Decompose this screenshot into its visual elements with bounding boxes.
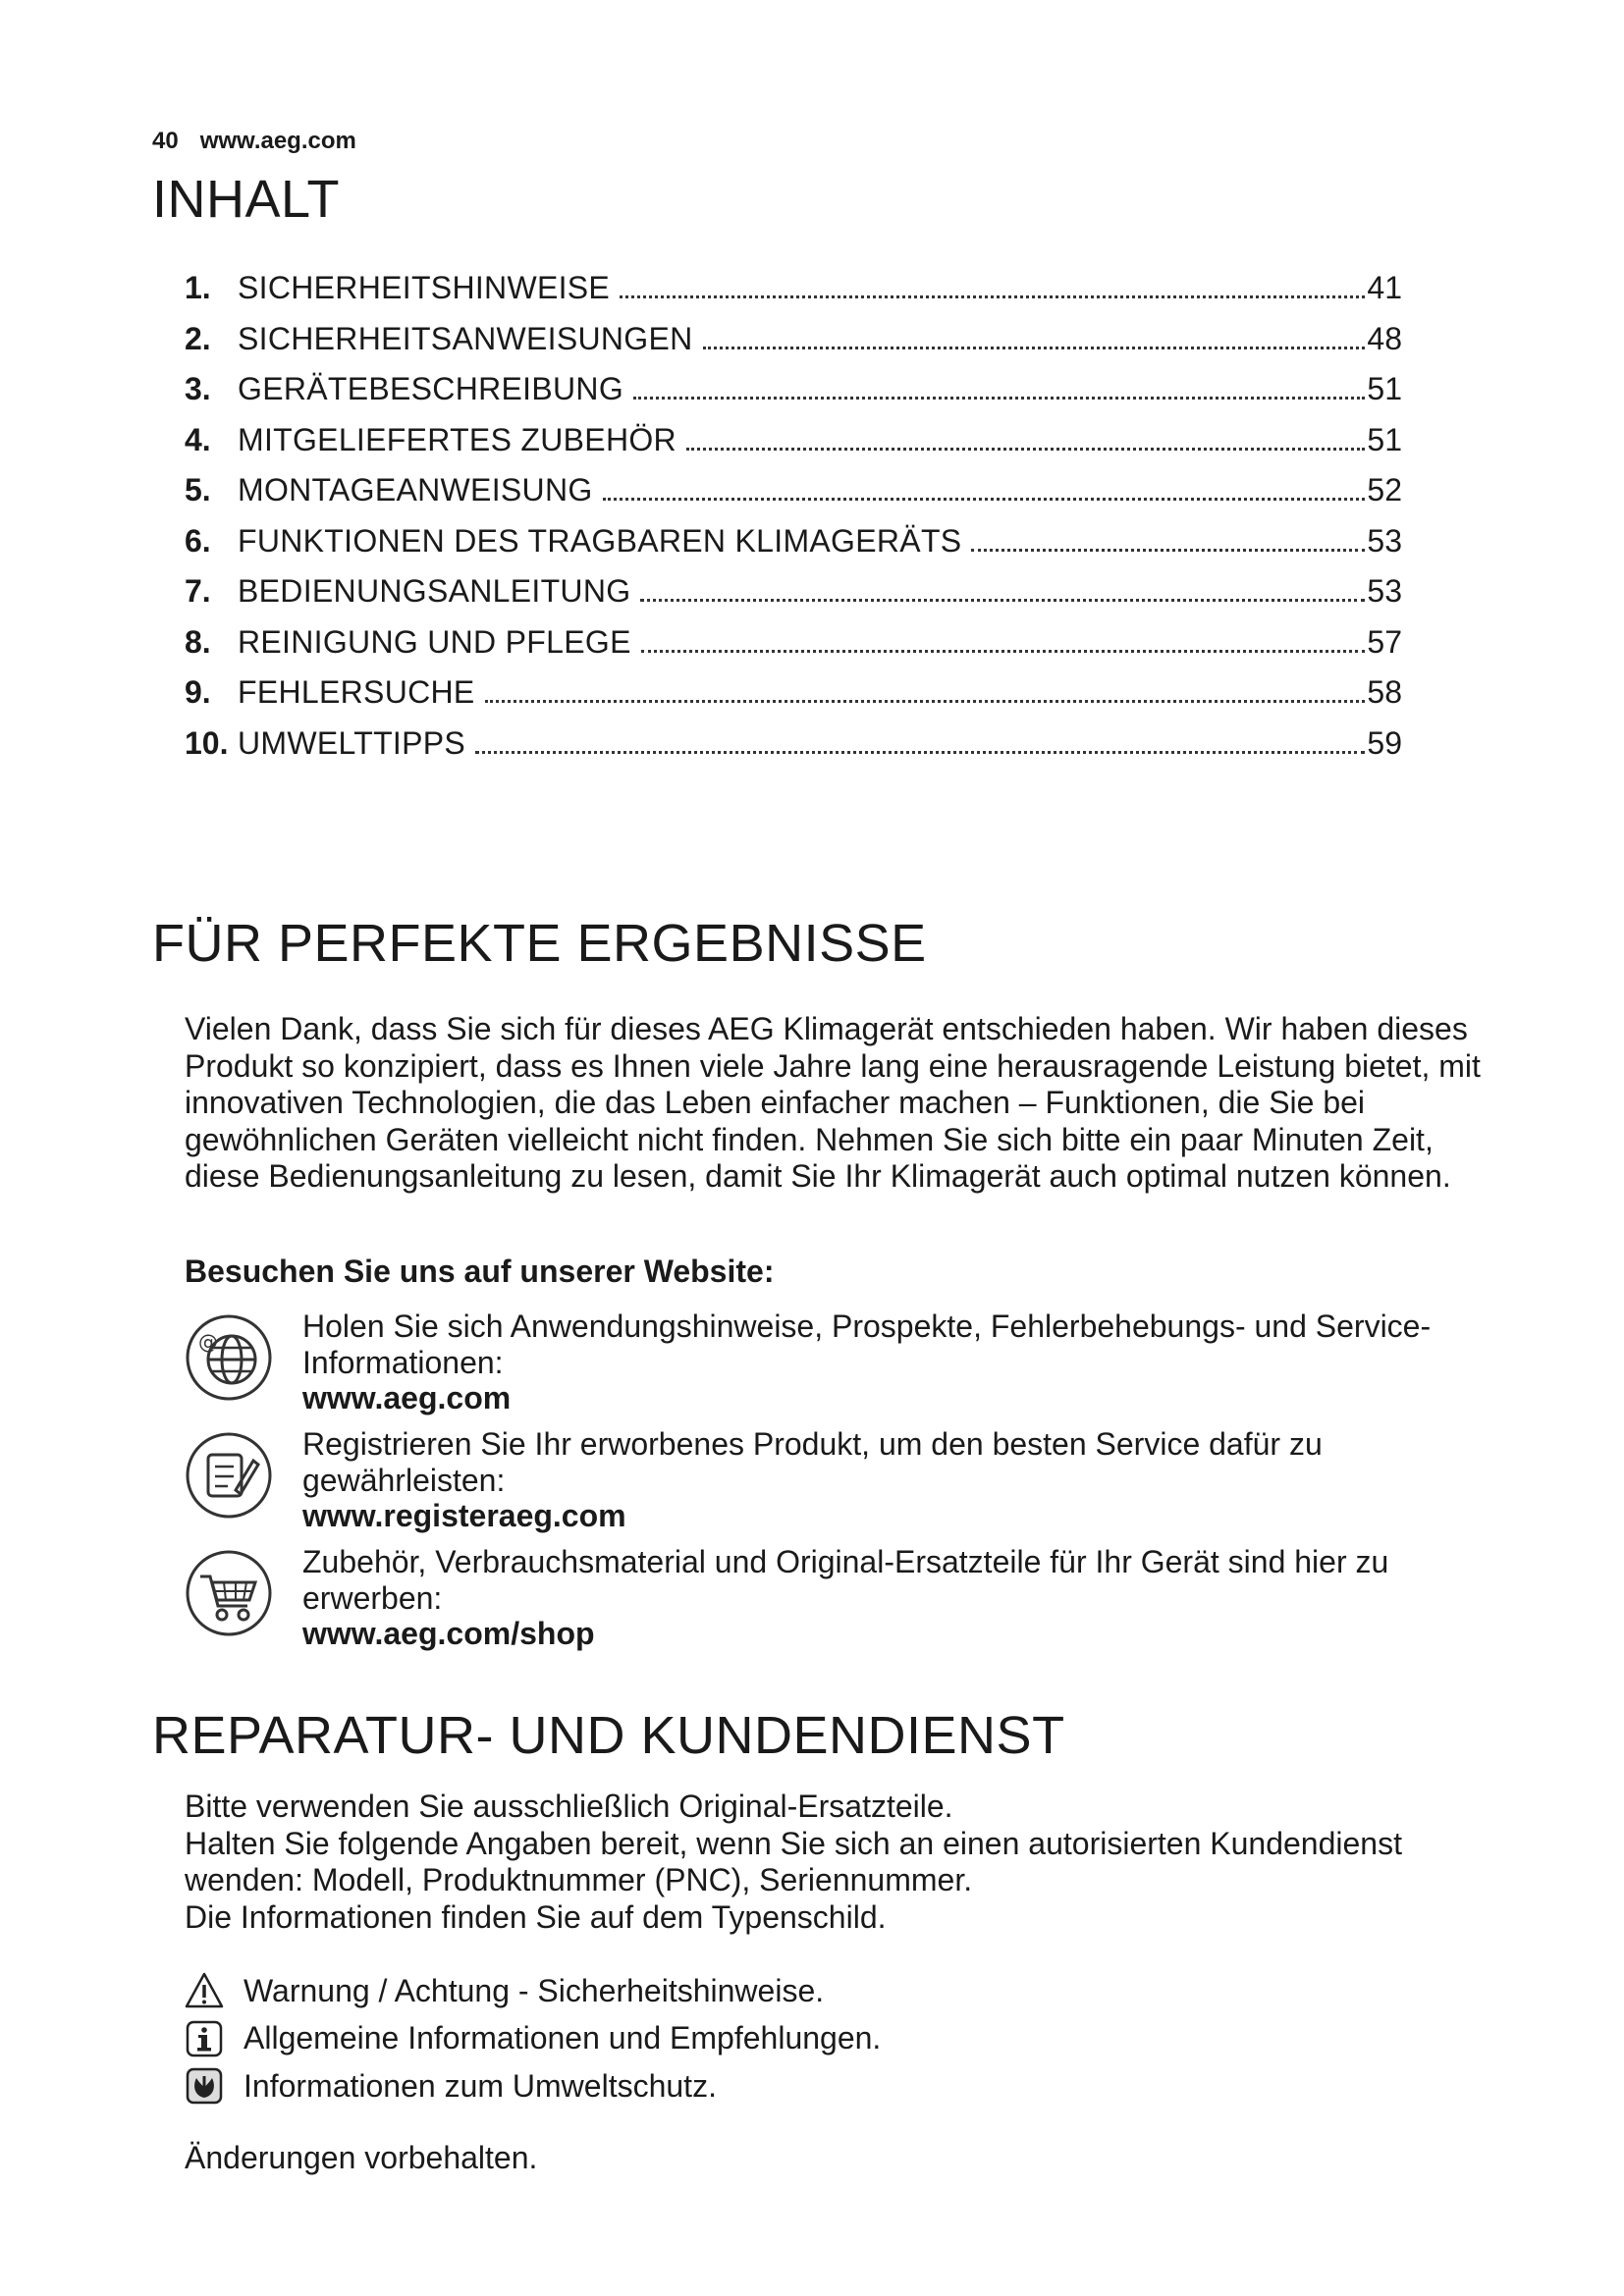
service-title: REPARATUR- UND KUNDENDIENST <box>152 1706 1065 1765</box>
toc-page: 53 <box>1367 522 1402 559</box>
toc-leader <box>703 347 1366 349</box>
website-description: Registrieren Sie Ihr erworbenes Produkt, um den besten Service dafür zu gewährleisten: <box>302 1426 1323 1498</box>
toc-number: 5. <box>185 472 211 507</box>
legend-row-warning <box>185 1967 881 2015</box>
environment-icon <box>185 2066 224 2106</box>
toc-label: BEDIENUNGSANLEITUNG <box>238 573 631 609</box>
toc-number: 3. <box>185 371 211 406</box>
legend-row-info <box>185 2015 881 2063</box>
toc-number: 4. <box>185 421 211 457</box>
toc-label: MITGELIEFERTES ZUBEHÖR <box>238 421 677 457</box>
shopping-cart-icon <box>185 1549 273 1637</box>
website-link[interactable]: www.aeg.com/shop <box>302 1616 595 1651</box>
info-icon <box>185 2019 224 2058</box>
service-line: Halten Sie folgende Angaben bereit, wenn Sie sich an einen autorisierten Kundendienst wenden: Modell, Produktnummer (PNC), Seriennummer. <box>185 1825 1402 1897</box>
legend-text: Warnung / Achtung - Sicherheitshinweise. <box>244 1972 825 2008</box>
service-text <box>185 1789 1490 1936</box>
toc-label: REINIGUNG UND PFLEGE <box>238 623 631 660</box>
toc-row-8[interactable] <box>185 624 1402 675</box>
toc-leader <box>633 397 1365 400</box>
toc-row-6[interactable] <box>185 523 1402 574</box>
website-description: Holen Sie sich Anwendungshinweise, Prospekte, Fehlerbehebungs- und Service-Informationen: <box>302 1308 1432 1380</box>
toc-label: SICHERHEITSANWEISUNGEN <box>238 320 693 356</box>
toc-leader <box>620 295 1365 298</box>
toc-page: 52 <box>1367 472 1402 507</box>
perfect-results-title: FÜR PERFEKTE ERGEBNISSE <box>152 914 927 973</box>
toc-page: 53 <box>1367 573 1402 609</box>
toc-label: GERÄTEBESCHREIBUNG <box>238 371 624 406</box>
page-number: 40 <box>152 128 179 154</box>
symbol-legend <box>185 1967 881 2110</box>
toc-page: 58 <box>1367 674 1402 710</box>
toc-leader <box>686 448 1365 451</box>
toc-leader <box>475 751 1365 754</box>
toc-number: 2. <box>185 320 211 356</box>
toc-row-2[interactable] <box>185 321 1402 372</box>
toc-number: 7. <box>185 573 211 609</box>
toc-page: 57 <box>1367 623 1402 660</box>
toc-row-5[interactable] <box>185 472 1402 523</box>
website-description: Zubehör, Verbrauchsmaterial und Original-Ersatzteile für Ihr Gerät sind hier zu erwerben: <box>302 1544 1389 1616</box>
toc-page: 51 <box>1367 371 1402 406</box>
toc-number: 6. <box>185 522 211 559</box>
toc-row-10[interactable] <box>185 725 1402 776</box>
toc-leader <box>485 700 1366 703</box>
toc-label: MONTAGEANWEISUNG <box>238 472 593 507</box>
toc-page: 51 <box>1367 421 1402 457</box>
toc-number: 8. <box>185 623 211 660</box>
warning-icon <box>185 1971 224 2010</box>
toc-label: FUNKTIONEN DES TRAGBAREN KLIMAGERÄTS <box>238 522 962 559</box>
toc-number: 1. <box>185 270 211 305</box>
toc-row-3[interactable] <box>185 371 1402 422</box>
toc-page: 41 <box>1367 270 1402 305</box>
table-of-contents <box>185 270 1402 775</box>
toc-page: 48 <box>1367 320 1402 356</box>
website-link[interactable]: www.aeg.com <box>302 1380 512 1415</box>
globe-icon <box>185 1313 273 1402</box>
toc-number: 9. <box>185 674 211 710</box>
toc-title: INHALT <box>152 170 341 229</box>
toc-page: 59 <box>1367 724 1402 761</box>
website-entry-text <box>302 1544 1490 1652</box>
header-website[interactable]: www.aeg.com <box>199 128 356 154</box>
toc-leader <box>641 650 1366 653</box>
toc-row-1[interactable] <box>185 270 1402 321</box>
website-entry-text <box>302 1308 1490 1416</box>
toc-leader <box>640 599 1365 602</box>
legend-row-environment <box>185 2062 881 2110</box>
toc-label: FEHLERSUCHE <box>238 674 475 710</box>
register-icon <box>185 1431 273 1520</box>
toc-number: 10. <box>185 724 229 761</box>
service-line: Die Informationen finden Sie auf dem Typenschild. <box>185 1898 887 1935</box>
toc-label: SICHERHEITSHINWEISE <box>238 270 611 305</box>
toc-row-9[interactable] <box>185 674 1402 725</box>
toc-row-4[interactable] <box>185 422 1402 473</box>
page-header <box>152 128 356 155</box>
svg-text:@: @ <box>198 1330 218 1354</box>
legend-text: Allgemeine Informationen und Empfehlungen. <box>244 2020 882 2056</box>
toc-leader <box>603 498 1366 501</box>
service-line: Bitte verwenden Sie ausschließlich Original-Ersatzteile. <box>185 1789 953 1824</box>
visit-heading: Besuchen Sie uns auf unserer Website: <box>185 1254 775 1289</box>
legend-text: Informationen zum Umweltschutz. <box>244 2067 717 2104</box>
toc-row-7[interactable] <box>185 573 1402 624</box>
changes-reserved-note: Änderungen vorbehalten. <box>185 2140 538 2175</box>
intro-paragraph: Vielen Dank, dass Sie sich für dieses AEG Klimagerät entschieden haben. Wir haben dieses Produkt so konzipiert, dass es Ihnen viele Jahre lang eine herausragende Leistung bietet, mit innovativen Technologien, die das Leben einfacher machen – Funktionen, die Sie bei gewöhnlichen Geräten vielleicht nicht finden. Nehmen Sie sich bitte ein paar Minuten Zeit, diese Bedienungsanleitung zu lesen, damit Sie Ihr Klimagerät auch optimal nutzen können. <box>185 1011 1481 1194</box>
website-link[interactable]: www.registeraeg.com <box>302 1498 626 1533</box>
toc-label: UMWELTTIPPS <box>238 724 466 761</box>
website-entry-text <box>302 1426 1490 1534</box>
toc-leader <box>971 549 1365 552</box>
